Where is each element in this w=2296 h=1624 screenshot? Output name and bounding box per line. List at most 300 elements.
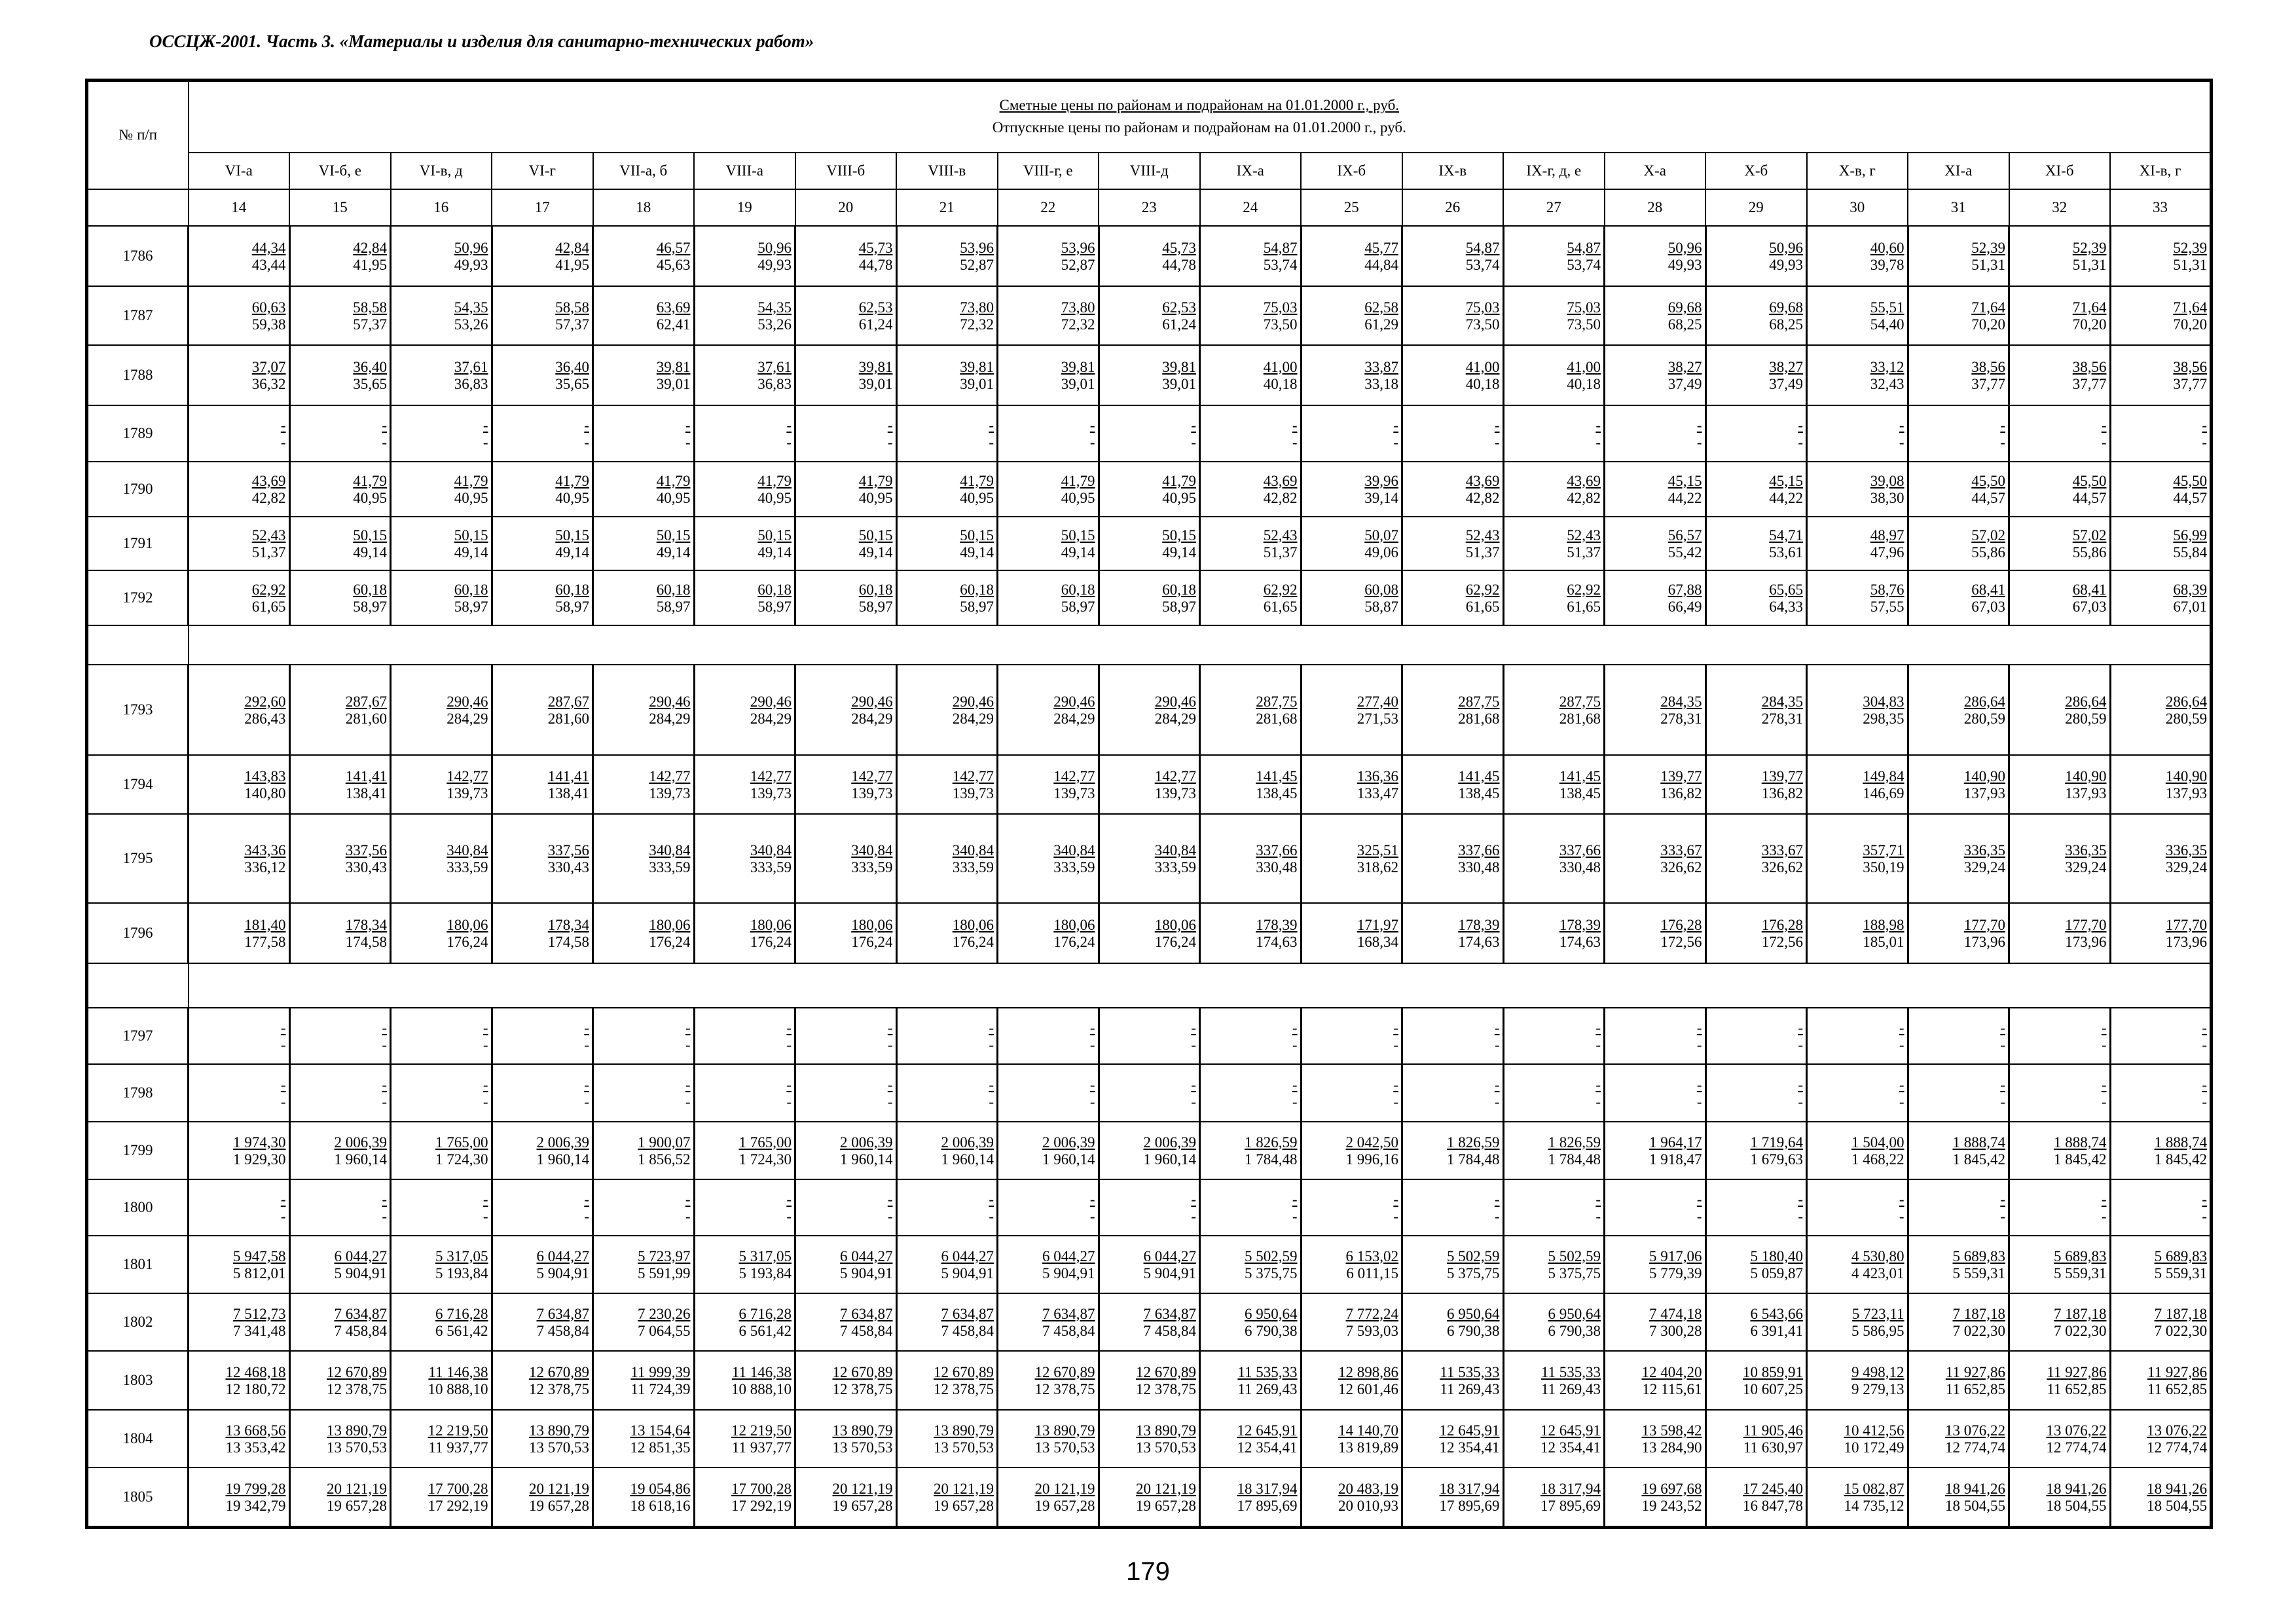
estimate-price: - bbox=[483, 1076, 488, 1093]
estimate-price: 343,36 bbox=[244, 841, 286, 858]
estimate-price: 6 153,02 bbox=[1345, 1247, 1398, 1264]
estimate-price: 57,02 bbox=[2072, 526, 2107, 544]
price-cell bbox=[289, 665, 391, 755]
price-cell bbox=[2009, 517, 2111, 570]
estimate-price: 277,40 bbox=[1357, 693, 1398, 710]
estimate-price: 60,18 bbox=[353, 581, 387, 598]
estimate-price: 287,75 bbox=[1256, 693, 1298, 710]
price-pair bbox=[1808, 1477, 1907, 1517]
price-cell bbox=[1099, 1122, 1200, 1179]
release-price: 1 679,63 bbox=[1750, 1151, 1803, 1168]
column-number: 17 bbox=[492, 189, 593, 226]
estimate-price: 33,87 bbox=[1364, 358, 1398, 375]
price-pair bbox=[1504, 578, 1604, 618]
estimate-price: - bbox=[1696, 1190, 1702, 1208]
release-price: 330,48 bbox=[1458, 858, 1500, 876]
estimate-price: - bbox=[786, 416, 792, 434]
estimate-price: 141,45 bbox=[1458, 767, 1500, 784]
estimate-price: - bbox=[887, 1190, 893, 1208]
price-pair bbox=[493, 690, 592, 730]
release-price: 12 601,46 bbox=[1338, 1380, 1398, 1397]
price-pair bbox=[291, 838, 390, 879]
price-cell bbox=[1200, 345, 1302, 405]
estimate-price: 7 512,73 bbox=[233, 1305, 286, 1322]
price-pair bbox=[1100, 355, 1199, 396]
price-cell bbox=[2009, 1236, 2111, 1293]
estimate-price: 56,99 bbox=[2173, 526, 2208, 544]
estimate-price: 50,96 bbox=[1769, 239, 1803, 256]
release-price: 281,60 bbox=[547, 710, 589, 727]
estimate-price: 52,43 bbox=[251, 526, 286, 544]
release-price: 1 960,14 bbox=[1143, 1151, 1196, 1168]
release-price: - bbox=[1191, 1093, 1196, 1110]
price-cell bbox=[1099, 1179, 1200, 1236]
price-pair bbox=[189, 1016, 289, 1056]
price-cell bbox=[1908, 903, 2009, 963]
estimate-price: 171,97 bbox=[1357, 916, 1398, 933]
estimate-price: - bbox=[1393, 1076, 1398, 1093]
release-price: 37,77 bbox=[1971, 375, 2005, 392]
price-pair bbox=[998, 1302, 1098, 1342]
price-cell bbox=[1503, 1293, 1605, 1351]
price-cell bbox=[694, 405, 795, 462]
release-price: - bbox=[887, 1208, 893, 1225]
price-cell bbox=[896, 1410, 998, 1467]
release-price: 67,01 bbox=[2173, 598, 2208, 615]
price-pair bbox=[695, 355, 795, 396]
release-price: 19 342,79 bbox=[225, 1497, 286, 1514]
price-cell bbox=[1200, 755, 1302, 814]
estimate-price: 336,35 bbox=[2065, 841, 2107, 858]
release-price: 333,59 bbox=[1053, 858, 1095, 876]
price-pair bbox=[1302, 523, 1402, 564]
release-price: - bbox=[2202, 1208, 2208, 1225]
release-price: 173,96 bbox=[1963, 933, 2005, 950]
estimate-price: 1 900,07 bbox=[638, 1134, 691, 1151]
price-cell bbox=[492, 755, 593, 814]
price-pair bbox=[2111, 413, 2210, 454]
price-pair bbox=[2111, 1244, 2210, 1285]
release-price: 39,01 bbox=[858, 375, 893, 392]
release-price: 68,25 bbox=[1769, 316, 1803, 333]
price-cell bbox=[492, 345, 593, 405]
release-price: 330,48 bbox=[1256, 858, 1298, 876]
price-cell bbox=[1402, 1008, 1504, 1064]
price-pair bbox=[695, 1360, 795, 1401]
price-cell bbox=[795, 1064, 897, 1122]
header-title bbox=[189, 81, 2212, 153]
price-cell bbox=[391, 1293, 492, 1351]
release-price: 16 847,78 bbox=[1743, 1497, 1803, 1514]
price-pair bbox=[1403, 913, 1503, 953]
price-pair bbox=[998, 1073, 1098, 1113]
price-cell bbox=[189, 1410, 290, 1467]
price-cell bbox=[593, 517, 695, 570]
release-price: 49,14 bbox=[757, 544, 792, 561]
price-pair bbox=[2111, 1073, 2210, 1113]
price-cell bbox=[1705, 665, 1807, 755]
release-price: 18 504,55 bbox=[1945, 1497, 2005, 1514]
price-pair bbox=[189, 1302, 289, 1342]
price-pair bbox=[1707, 469, 1806, 509]
price-pair bbox=[1403, 1073, 1503, 1113]
price-pair bbox=[493, 1477, 592, 1517]
release-price: 67,03 bbox=[2072, 598, 2107, 615]
region-header: VI-г bbox=[492, 153, 593, 189]
release-price: 40,18 bbox=[1465, 375, 1500, 392]
release-price: 42,82 bbox=[251, 489, 286, 506]
price-cell bbox=[2110, 1179, 2212, 1236]
price-pair bbox=[1605, 355, 1705, 396]
estimate-price: 19 799,28 bbox=[225, 1480, 286, 1497]
release-price: 59,38 bbox=[251, 316, 286, 333]
release-price: - bbox=[382, 1036, 387, 1053]
price-pair bbox=[291, 236, 390, 276]
estimate-price: 5 723,11 bbox=[1851, 1305, 1904, 1322]
estimate-price: - bbox=[1798, 1076, 1803, 1093]
estimate-price: - bbox=[1089, 1190, 1095, 1208]
region-header: VII-а, б bbox=[593, 153, 695, 189]
price-pair bbox=[392, 413, 491, 454]
estimate-price: 58,58 bbox=[555, 299, 589, 316]
release-price: 176,24 bbox=[851, 933, 893, 950]
release-price: 49,14 bbox=[1162, 544, 1196, 561]
price-cell bbox=[1301, 665, 1402, 755]
estimate-price: 20 121,19 bbox=[529, 1480, 589, 1497]
price-pair bbox=[1302, 838, 1402, 879]
column-number: 26 bbox=[1402, 189, 1504, 226]
release-price: 44,84 bbox=[1364, 256, 1398, 273]
estimate-price: 1 826,59 bbox=[1548, 1134, 1601, 1151]
estimate-price: 18 941,26 bbox=[2147, 1480, 2208, 1497]
price-pair bbox=[594, 1187, 693, 1228]
estimate-price: 33,12 bbox=[1870, 358, 1904, 375]
price-pair bbox=[1201, 913, 1300, 953]
release-price: 72,32 bbox=[960, 316, 994, 333]
price-cell bbox=[1605, 405, 1706, 462]
price-pair bbox=[1808, 469, 1907, 509]
price-pair bbox=[291, 1418, 390, 1459]
estimate-price: 2 006,39 bbox=[1042, 1134, 1095, 1151]
release-price: 49,14 bbox=[858, 544, 893, 561]
row-number: 1788 bbox=[87, 345, 189, 405]
price-pair bbox=[1504, 1418, 1604, 1459]
price-pair bbox=[2010, 1016, 2109, 1056]
price-pair bbox=[1909, 355, 2009, 396]
estimate-price: 5 317,05 bbox=[738, 1247, 792, 1264]
estimate-price: 136,36 bbox=[1357, 767, 1398, 784]
price-pair bbox=[998, 355, 1098, 396]
release-price: 6 790,38 bbox=[1447, 1322, 1500, 1339]
price-pair bbox=[998, 236, 1098, 276]
release-price: 1 960,14 bbox=[941, 1151, 994, 1168]
estimate-price: 38,27 bbox=[1769, 358, 1803, 375]
release-price: - bbox=[483, 1093, 488, 1110]
price-cell bbox=[1807, 226, 1908, 286]
price-cell bbox=[998, 1467, 1099, 1528]
estimate-price: 54,87 bbox=[1263, 239, 1298, 256]
price-cell bbox=[896, 570, 998, 625]
price-pair bbox=[594, 578, 693, 618]
price-cell bbox=[998, 1410, 1099, 1467]
price-pair bbox=[1403, 578, 1503, 618]
estimate-price: 50,07 bbox=[1364, 526, 1398, 544]
release-price: 44,57 bbox=[2072, 489, 2107, 506]
release-price: 17 895,69 bbox=[1439, 1497, 1500, 1514]
release-price: 40,95 bbox=[757, 489, 792, 506]
price-pair bbox=[594, 838, 693, 879]
price-cell bbox=[1301, 1467, 1402, 1528]
estimate-price: 286,64 bbox=[1963, 693, 2005, 710]
estimate-price: 45,50 bbox=[2072, 472, 2107, 489]
price-cell bbox=[492, 1122, 593, 1179]
price-cell bbox=[1705, 1236, 1807, 1293]
release-price: 42,82 bbox=[1263, 489, 1298, 506]
estimate-price: 43,69 bbox=[1567, 472, 1601, 489]
release-price: 281,68 bbox=[1458, 710, 1500, 727]
price-cell bbox=[1402, 1351, 1504, 1410]
table-row bbox=[87, 814, 2212, 903]
price-pair bbox=[392, 1477, 491, 1517]
price-pair bbox=[1403, 1130, 1503, 1171]
price-pair bbox=[493, 295, 592, 336]
price-pair bbox=[1504, 1244, 1604, 1285]
release-price: 138,45 bbox=[1559, 784, 1601, 802]
estimate-price: 325,51 bbox=[1357, 841, 1398, 858]
price-pair bbox=[1100, 578, 1199, 618]
release-price: 19 657,28 bbox=[832, 1497, 893, 1514]
release-price: - bbox=[2202, 1036, 2208, 1053]
price-cell bbox=[1099, 1410, 1200, 1467]
estimate-price: - bbox=[1798, 416, 1803, 434]
price-pair bbox=[1403, 355, 1503, 396]
release-price: - bbox=[1899, 1036, 1904, 1053]
table-row bbox=[87, 517, 2212, 570]
estimate-price: 337,56 bbox=[547, 841, 589, 858]
price-cell bbox=[1503, 814, 1605, 903]
price-cell bbox=[593, 1064, 695, 1122]
estimate-price: - bbox=[1089, 1076, 1095, 1093]
estimate-price: 62,92 bbox=[1465, 581, 1500, 598]
release-price: 330,48 bbox=[1559, 858, 1601, 876]
release-price: 62,41 bbox=[656, 316, 691, 333]
release-price: 7 458,84 bbox=[941, 1322, 994, 1339]
release-price: 12 378,75 bbox=[327, 1380, 387, 1397]
price-pair bbox=[1808, 690, 1907, 730]
release-price: 58,97 bbox=[353, 598, 387, 615]
release-price: 278,31 bbox=[1761, 710, 1803, 727]
release-price: 53,61 bbox=[1769, 544, 1803, 561]
release-price: 13 570,53 bbox=[1034, 1439, 1095, 1456]
estimate-price: 2 006,39 bbox=[941, 1134, 994, 1151]
estimate-price: 50,15 bbox=[656, 526, 691, 544]
price-pair bbox=[1707, 236, 1806, 276]
release-price: 281,68 bbox=[1559, 710, 1601, 727]
estimate-price: 62,92 bbox=[251, 581, 286, 598]
estimate-price: - bbox=[382, 1190, 387, 1208]
release-price: 55,86 bbox=[2072, 544, 2107, 561]
price-pair bbox=[695, 1016, 795, 1056]
release-price: 11 652,85 bbox=[2047, 1380, 2107, 1397]
price-pair bbox=[493, 913, 592, 953]
release-price: 33,18 bbox=[1364, 375, 1398, 392]
release-price: 44,22 bbox=[1667, 489, 1702, 506]
price-cell bbox=[1807, 1351, 1908, 1410]
release-price: 51,37 bbox=[1567, 544, 1601, 561]
release-price: 336,12 bbox=[244, 858, 286, 876]
estimate-price: 50,96 bbox=[454, 239, 488, 256]
estimate-price: 19 697,68 bbox=[1641, 1480, 1702, 1497]
estimate-price: 17 700,28 bbox=[428, 1480, 488, 1497]
estimate-price: - bbox=[1191, 1076, 1196, 1093]
release-price: 58,97 bbox=[858, 598, 893, 615]
estimate-price: 36,40 bbox=[353, 358, 387, 375]
price-pair bbox=[796, 523, 896, 564]
release-price: 1 996,16 bbox=[1345, 1151, 1398, 1168]
price-cell bbox=[1705, 345, 1807, 405]
estimate-price: 7 634,87 bbox=[1143, 1305, 1196, 1322]
price-pair bbox=[695, 913, 795, 953]
price-pair bbox=[1201, 523, 1300, 564]
release-price: - bbox=[1798, 434, 1803, 451]
estimate-price: 60,18 bbox=[656, 581, 691, 598]
price-cell bbox=[896, 1293, 998, 1351]
price-cell bbox=[2110, 462, 2212, 517]
estimate-price: 53,96 bbox=[1061, 239, 1095, 256]
release-price: 58,97 bbox=[656, 598, 691, 615]
price-pair bbox=[189, 295, 289, 336]
table-row bbox=[87, 1008, 2212, 1064]
estimate-price: 142,77 bbox=[750, 767, 792, 784]
price-pair bbox=[1302, 1418, 1402, 1459]
price-pair bbox=[1605, 838, 1705, 879]
estimate-price: 1 974,30 bbox=[233, 1134, 286, 1151]
release-price: 280,59 bbox=[2065, 710, 2107, 727]
column-number: 33 bbox=[2110, 189, 2212, 226]
price-pair bbox=[1504, 295, 1604, 336]
price-cell bbox=[1503, 1236, 1605, 1293]
price-cell bbox=[391, 405, 492, 462]
price-pair bbox=[1707, 1073, 1806, 1113]
price-pair bbox=[1201, 413, 1300, 454]
release-price: 49,14 bbox=[656, 544, 691, 561]
price-pair bbox=[1504, 355, 1604, 396]
price-pair bbox=[1201, 236, 1300, 276]
table-row bbox=[87, 462, 2212, 517]
estimate-price: 54,87 bbox=[1465, 239, 1500, 256]
price-cell bbox=[1908, 570, 2009, 625]
price-pair bbox=[1909, 1244, 2009, 1285]
release-price: 333,59 bbox=[1154, 858, 1196, 876]
price-pair bbox=[998, 1244, 1098, 1285]
estimate-price: - bbox=[1494, 1076, 1500, 1093]
price-pair bbox=[1808, 1130, 1907, 1171]
release-price: 284,29 bbox=[1154, 710, 1196, 727]
price-pair bbox=[594, 1073, 693, 1113]
price-cell bbox=[2110, 570, 2212, 625]
release-price: 333,59 bbox=[446, 858, 488, 876]
price-pair bbox=[1504, 413, 1604, 454]
estimate-price: 19 054,86 bbox=[630, 1480, 691, 1497]
price-cell bbox=[289, 1467, 391, 1528]
region-header: X-б bbox=[1705, 153, 1807, 189]
price-pair bbox=[2111, 764, 2210, 805]
price-cell bbox=[1605, 1179, 1706, 1236]
release-price: 40,95 bbox=[1162, 489, 1196, 506]
release-price: 73,50 bbox=[1567, 316, 1601, 333]
price-cell bbox=[2110, 517, 2212, 570]
table-row bbox=[87, 1467, 2212, 1528]
release-price: - bbox=[1089, 1036, 1095, 1053]
price-pair bbox=[898, 690, 997, 730]
price-pair bbox=[695, 838, 795, 879]
estimate-price: 1 765,00 bbox=[435, 1134, 488, 1151]
estimate-price: - bbox=[584, 416, 589, 434]
release-price: - bbox=[1089, 1208, 1095, 1225]
price-pair bbox=[189, 1477, 289, 1517]
price-pair bbox=[189, 1360, 289, 1401]
price-cell bbox=[1807, 1179, 1908, 1236]
price-pair bbox=[2010, 764, 2109, 805]
price-cell bbox=[2009, 1179, 2111, 1236]
price-cell bbox=[694, 814, 795, 903]
price-pair bbox=[1808, 1418, 1907, 1459]
region-header: VI-в, д bbox=[391, 153, 492, 189]
estimate-price: 46,57 bbox=[656, 239, 691, 256]
price-cell bbox=[694, 1236, 795, 1293]
estimate-price: 37,07 bbox=[251, 358, 286, 375]
price-pair bbox=[189, 355, 289, 396]
price-pair bbox=[2111, 1130, 2210, 1171]
price-pair bbox=[1100, 1016, 1199, 1056]
estimate-price: 5 917,06 bbox=[1649, 1247, 1702, 1264]
estimate-price: 68,39 bbox=[2173, 581, 2208, 598]
price-cell bbox=[1705, 462, 1807, 517]
release-price: 7 064,55 bbox=[638, 1322, 691, 1339]
estimate-price: - bbox=[280, 1190, 286, 1208]
price-cell bbox=[391, 665, 492, 755]
estimate-price: 60,18 bbox=[1162, 581, 1196, 598]
price-pair bbox=[392, 1187, 491, 1228]
price-cell bbox=[391, 814, 492, 903]
price-pair bbox=[1605, 1477, 1705, 1517]
price-pair bbox=[1504, 690, 1604, 730]
estimate-price: 52,43 bbox=[1465, 526, 1500, 544]
estimate-price: 7 634,87 bbox=[840, 1305, 893, 1322]
price-cell bbox=[1503, 405, 1605, 462]
estimate-price: 7 634,87 bbox=[334, 1305, 387, 1322]
estimate-price: 17 700,28 bbox=[731, 1480, 792, 1497]
row-number: 1795 bbox=[87, 814, 189, 903]
estimate-price: 337,66 bbox=[1559, 841, 1601, 858]
estimate-price: 39,81 bbox=[1162, 358, 1196, 375]
price-pair bbox=[1909, 295, 2009, 336]
estimate-price: 292,60 bbox=[244, 693, 286, 710]
price-pair bbox=[1504, 1302, 1604, 1342]
release-price: 40,95 bbox=[353, 489, 387, 506]
estimate-price: 63,69 bbox=[656, 299, 691, 316]
price-cell bbox=[189, 1351, 290, 1410]
estimate-price: - bbox=[989, 416, 994, 434]
estimate-price: 43,69 bbox=[1465, 472, 1500, 489]
price-pair bbox=[1605, 1302, 1705, 1342]
price-pair bbox=[796, 295, 896, 336]
release-price: - bbox=[1292, 1036, 1298, 1053]
estimate-price: 7 634,87 bbox=[941, 1305, 994, 1322]
release-price: 20 010,93 bbox=[1338, 1497, 1398, 1514]
estimate-price: - bbox=[1899, 1190, 1904, 1208]
release-price: 176,24 bbox=[446, 933, 488, 950]
